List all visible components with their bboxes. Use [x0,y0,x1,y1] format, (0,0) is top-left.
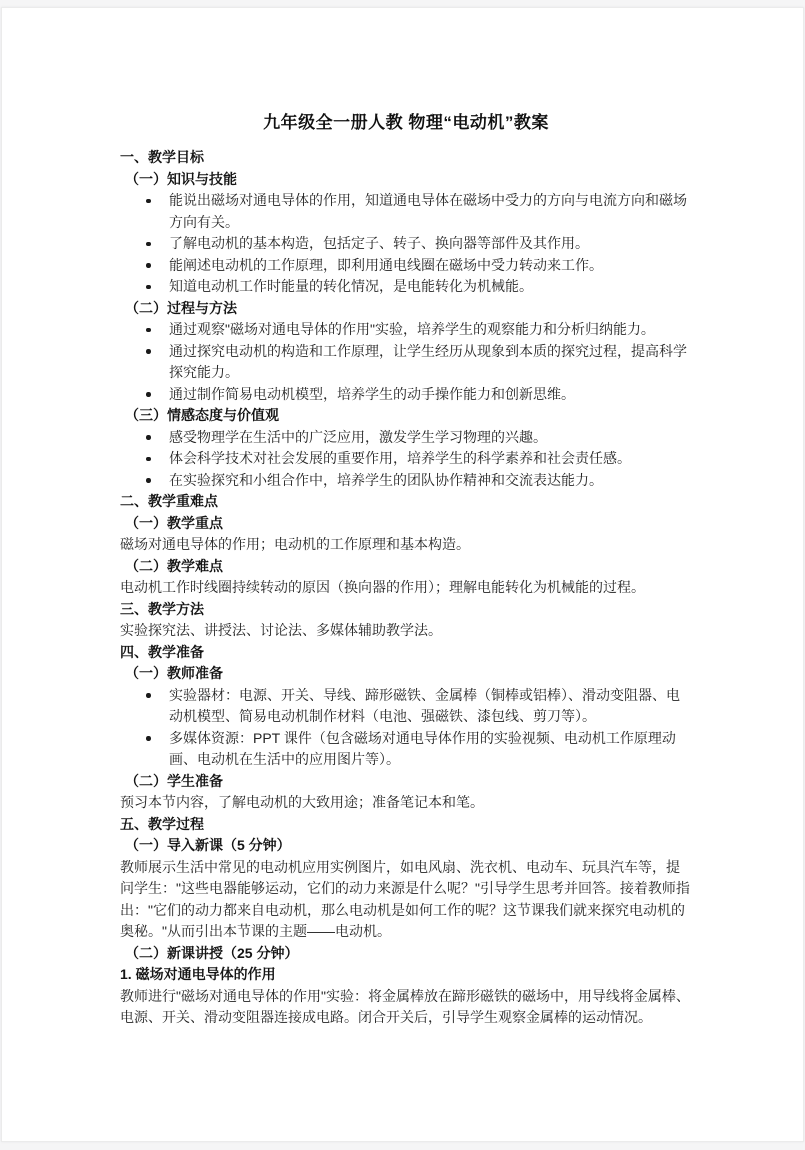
document-page [1,7,804,1142]
doc-paragraph: 电动机工作时线圈持续转动的原因（换向器的作用）；理解电能转化为机械能的过程。 [120,579,645,595]
doc-subheading: （一）教学重点 [125,514,223,531]
bullet-icon [146,199,151,204]
list-item-text: 多媒体资源：PPT 课件（包含磁场对通电导体作用的实验视频、电动机工作原理动画、电动机在生活中的应用图片等）。 [169,729,676,767]
doc-paragraph: 实验探究法、讲授法、讨论法、多媒体辅助教学法。 [120,622,442,638]
list-item [120,384,692,406]
page-title: 九年级全一册人教 物理“电动机”教案 [263,113,549,132]
bullet-icon [146,693,151,698]
bullet-icon [146,242,151,247]
list-item-text: 感受物理学在生活中的广泛应用，激发学生学习物理的兴趣。 [169,428,547,445]
bullet-icon [146,263,151,268]
doc-subheading: （二）教学难点 [125,557,223,574]
list-item-text: 通过探究电动机的构造和工作原理，让学生经历从现象到本质的探究过程，提高科学探究能力。 [169,342,687,380]
list-item-text: 通过观察"磁场对通电导体的作用"实验，培养学生的观察能力和分析归纳能力。 [169,321,655,337]
bullet-icon [146,457,151,462]
list-item-text: 在实验探究和小组合作中，培养学生的团队协作精神和交流表达能力。 [169,471,603,488]
doc-subheading: （二）过程与方法 [125,299,237,316]
doc-subheading: （二）新课讲授（25 分钟） [125,944,299,961]
bullet-icon [146,478,151,483]
list-item [120,427,692,449]
list-item-text: 能说出磁场对通电导体的作用，知道通电导体在磁场中受力的方向与电流方向和磁场方向有关。 [169,192,687,230]
doc-heading: 二、教学重难点 [120,493,218,509]
doc-subheading: （二）学生准备 [125,772,223,789]
bullet-icon [146,736,151,741]
bullet-icon [146,435,151,440]
doc-paragraph: 磁场对通电导体的作用；电动机的工作原理和基本构造。 [120,536,470,552]
list-item [120,255,692,277]
list-item [120,341,692,384]
list-item [120,685,692,728]
doc-heading: 一、教学目标 [120,149,204,165]
list-item [120,728,692,771]
doc-subheading: （一）导入新课（5 分钟） [125,837,291,853]
doc-heading: 五、教学过程 [120,815,204,832]
doc-paragraph: 教师展示生活中常见的电动机应用实例图片，如电风扇、洗衣机、电动车、玩具汽车等，提问学生："这些电器能够运动，它们的动力来源是什么呢？"引导学生思考并回答。接着教师指出："它们的动力都来自电动机，那么电动机是如何工作的呢？这节课我们就来探究电动机的奥秘。"从而引出本节课的主题——电动机。 [120,858,690,939]
list-item-text: 实验器材：电源、开关、导线、蹄形磁铁、金属棒（铜棒或铝棒）、滑动变阻器、电动机模型、简易电动机制作材料（电池、强磁铁、漆包线、剪刀等）。 [169,686,680,724]
bullet-icon [146,285,151,290]
doc-numbered-heading: 1. 磁场对通电导体的作用 [120,966,276,982]
list-item [120,470,692,492]
list-item [120,190,692,233]
doc-paragraph: 预习本节内容，了解电动机的大致用途；准备笔记本和笔。 [120,794,484,810]
list-item-text: 通过制作简易电动机模型，培养学生的动手操作能力和创新思维。 [169,385,575,402]
doc-heading: 四、教学准备 [120,643,204,660]
list-item-text: 体会科学技术对社会发展的重要作用，培养学生的科学素养和社会责任感。 [169,450,631,466]
document-content [120,111,692,1029]
doc-subheading: （一）教师准备 [125,665,223,681]
list-item [120,233,692,255]
bullet-icon [146,392,151,397]
list-item [120,276,692,298]
doc-subheading: （一）知识与技能 [125,170,237,187]
bullet-icon [146,349,151,354]
doc-heading: 三、教学方法 [120,600,204,617]
list-item-text: 能阐述电动机的工作原理，即利用通电线圈在磁场中受力转动来工作。 [169,256,603,273]
document-body [120,147,692,1029]
list-item-text: 知道电动机工作时能量的转化情况，是电能转化为机械能。 [169,278,533,294]
list-item-text: 了解电动机的基本构造，包括定子、转子、换向器等部件及其作用。 [169,235,589,251]
doc-subheading: （三）情感态度与价值观 [125,407,279,423]
bullet-icon [146,328,151,333]
list-item [120,448,692,470]
doc-paragraph: 教师进行"磁场对通电导体的作用"实验：将金属棒放在蹄形磁铁的磁场中，用导线将金属棒、电源、开关、滑动变阻器连接成电路。闭合开关后，引导学生观察金属棒的运动情况。 [120,987,690,1025]
list-item [120,319,692,341]
